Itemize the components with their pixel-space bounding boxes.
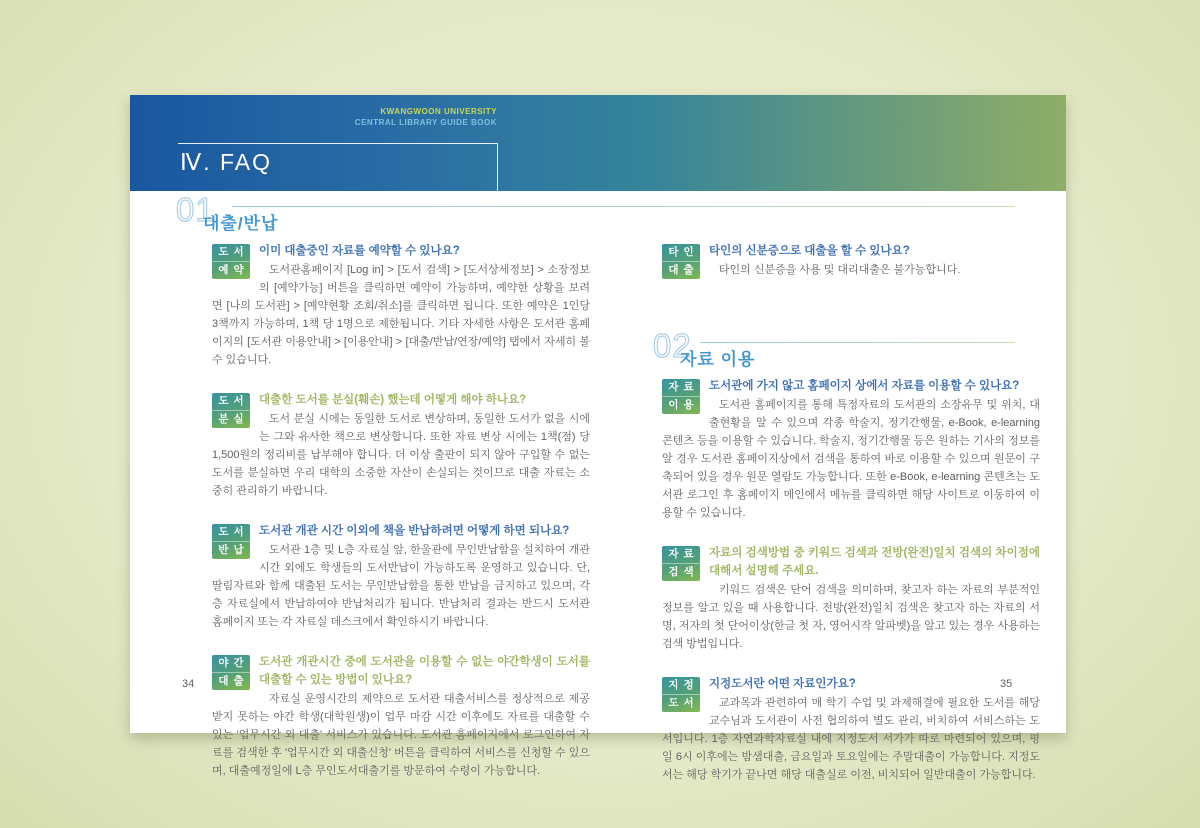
faq-item-night-loan — [212, 653, 590, 780]
faq-question: 타인의 신분증으로 대출을 할 수 있나요? — [709, 245, 910, 257]
brand-guidebook: CENTRAL LIBRARY GUIDE BOOK — [354, 118, 497, 127]
faq-badge-online-materials — [662, 379, 700, 414]
badge-line: 대출 — [662, 261, 700, 279]
faq-badge-book-loss — [212, 393, 250, 428]
faq-answer: 키워드 검색은 단어 검색을 의미하며, 찾고자 하는 자료의 부분적인 정보를 알고 있을 때 사용합니다. 전방(완전)일치 검색은 찾고자 하는 자료의 서명, 저자의 첫 단어이상(한글 첫 자, 영어시작 알파벳)을 알고 있는 경우 사용하는 검색 방법입니다. — [662, 584, 1040, 650]
faq-question: 이미 대출중인 자료를 예약할 수 있나요? — [259, 245, 460, 257]
faq-item-proxy-loan — [662, 242, 1040, 281]
badge-line: 대출 — [212, 672, 250, 690]
page-number-left: 34 — [182, 678, 195, 690]
faq-item-online-materials — [662, 377, 1040, 522]
faq-badge-search-methods — [662, 546, 700, 581]
badge-line: 타인 — [668, 246, 699, 258]
section-1-number: 01 — [176, 191, 215, 228]
badge-line: 분실 — [212, 410, 250, 428]
faq-badge-book-return — [212, 524, 250, 559]
page-title: Ⅳ. FAQ — [180, 149, 273, 175]
header-rule-horizontal — [178, 143, 497, 144]
section-2-rule — [700, 342, 1015, 343]
faq-answer: 도서관 1층 및 L층 자료실 앞, 한울관에 무인반납함을 설치하여 개관 시간 외에도 학생들의 도서반납이 가능하도록 운영하고 있습니다. 단, 딸림자료와 함께 대출된 도서는 무인반납함을 통한 반납을 금지하고 있으며, 각 층 자료실에서 반납하여야 반납처리가 됩니다. 반납처리 결과는 반드시 도서관 홈페이지 또는 각 자료실 데스크에서 확인하시기 바랍니다. — [212, 544, 590, 628]
left-page-column — [212, 242, 590, 802]
badge-line: 자료 — [668, 548, 699, 560]
book-spread — [130, 95, 1066, 781]
faq-question: 자료의 검색방법 중 키워드 검색과 전방(완전)일치 검색의 차이점에 대해서 설명해 주세요. — [709, 547, 1040, 577]
section-1-header — [176, 191, 279, 233]
faq-answer: 교과목과 관련하여 매 학기 수업 및 과제해결에 필요한 도서를 해당 교수님과 도서관이 사전 협의하여 별도 관리, 비치하여 서비스하는 도서입니다. 1층 자연과학자료실 내에 지정도서 서가가 따로 마련되어 있으며, 평일 6시 이후에는 밤샘대출, 금요일과 토요일에는 주말대출이 가능합니다. 지정도서는 해당 학기가 끝나면 해당 대출실로 이전, 비치되어 일반대출이 가능합니다. — [662, 697, 1040, 781]
faq-badge-proxy-loan — [662, 244, 700, 279]
faq-badge-reserved-books — [662, 677, 700, 712]
badge-line: 지정 — [668, 679, 699, 691]
badge-line: 예약 — [212, 261, 250, 279]
faq-question: 대출한 도서를 분실(훼손) 했는데 어떻게 해야 하나요? — [259, 394, 527, 406]
faq-question: 지정도서란 어떤 자료인가요? — [709, 678, 856, 690]
badge-line: 도서 — [218, 526, 249, 538]
badge-line: 검색 — [662, 563, 700, 581]
faq-badge-book-reservation — [212, 244, 250, 279]
faq-answer: 도서관홈페이지 [Log in] > [도서 검색] > [도서상세정보] > 소장정보의 [예약가능] 버튼을 클릭하면 예약이 가능하며, 예약한 상황을 보려면 [나의 도서관] > [예약현황 조회/취소]를 클릭하면 됩니다. 또한 예약은 1인당 3책까지 가능하며, 1책 당 1명으로 제한됩니다. 기타 자세한 사항은 도서관 홈페이지의 [도서관 이용안내] > [이용안내] > [대출/반납/연장/예약] 탭에서 자세히 볼 수 있습니다. — [212, 264, 590, 366]
faq-question: 도서관에 가지 않고 홈페이지 상에서 자료를 이용할 수 있나요? — [709, 380, 1020, 392]
faq-item-book-loss — [212, 391, 590, 500]
section-2-number: 02 — [653, 327, 692, 364]
right-page-column — [662, 377, 1040, 806]
faq-item-search-methods — [662, 544, 1040, 653]
faq-item-reserved-books — [662, 675, 1040, 784]
faq-answer: 자료실 운영시간의 제약으로 도서관 대출서비스를 정상적으로 제공받지 못하는 야간 학생(대학원생)이 업무 마감 시간 이후에도 자료를 대출할 수 있는 '업무시간 외 대출' 서비스가 있습니다. 도서관 홈페이지에서 로그인하여 자료를 검색한 후 '업무시간 외 대출신청' 버튼을 클릭하여 서비스를 신청할 수 있으며, 대출예정일에 L층 무인도서대출기를 방문하여 수령이 가능합니다. — [212, 693, 590, 777]
header-rule-vertical — [497, 143, 498, 191]
right-page-top-item — [662, 242, 1040, 303]
faq-answer: 타인의 신분증을 사용 및 대리대출은 불가능합니다. — [718, 264, 961, 276]
badge-line: 반납 — [212, 541, 250, 559]
faq-question: 도서관 개관시간 중에 도서관을 이용할 수 없는 야간학생이 도서를 대출할 수 있는 방법이 있나요? — [259, 656, 590, 686]
badge-line: 도서 — [218, 395, 249, 407]
badge-line: 도서 — [218, 246, 249, 258]
faq-answer: 도서관 홈페이지를 통해 특정자료의 도서관의 소장유무 및 위치, 대출현황을 알 수 있으며 각종 학술지, 정기간행물, e-Book, e-learning 콘텐츠 등을 이용할 수 있습니다. 학술지, 정기간행물 등은 원하는 기사의 정보를 알 경우 도서관 홈페이지상에서 검색을 통하여 바로 이용할 수 있으며 원문이 구축되어 있을 경우 원문 열람도 가능합니다. 또한 e-Book, e-learning 콘텐츠는 도서관 로그인 후 홈페이지 메인에서 메뉴를 클릭하면 해당 사이트로 이동하여 이용할 수 있습니다. — [662, 399, 1040, 519]
badge-line: 이용 — [662, 396, 700, 414]
section-1-rule — [232, 206, 1015, 207]
section-2-title: 자료 이용 — [680, 350, 756, 369]
page-number-right: 35 — [1000, 678, 1013, 690]
badge-line: 자료 — [668, 381, 699, 393]
faq-badge-night-loan — [212, 655, 250, 690]
section-2-header — [653, 327, 756, 369]
faq-question: 도서관 개관 시간 이외에 책을 반납하려면 어떻게 하면 되나요? — [259, 525, 570, 537]
section-1-title: 대출/반납 — [203, 214, 279, 233]
brand-block — [130, 106, 497, 128]
faq-answer: 도서 분실 시에는 동일한 도서로 변상하며, 동일한 도서가 없을 시에는 그와 유사한 책으로 변상합니다. 또한 자료 변상 시에는 1책(점) 당 1,500원의 정리비를 납부해야 합니다. 더 이상 출판이 되지 않아 구입할 수 없는 도서를 분실하면 우리 대학의 소중한 자산이 손실되는 것이므로 대출 자료는 소중히 관리하기 바랍니다. — [212, 413, 590, 497]
page-header-band — [130, 95, 1066, 191]
faq-item-book-reservation — [212, 242, 590, 369]
badge-line: 도서 — [662, 694, 700, 712]
badge-line: 야간 — [218, 657, 249, 669]
brand-university: KWANGWOON UNIVERSITY — [380, 107, 497, 116]
faq-item-book-return — [212, 522, 590, 631]
